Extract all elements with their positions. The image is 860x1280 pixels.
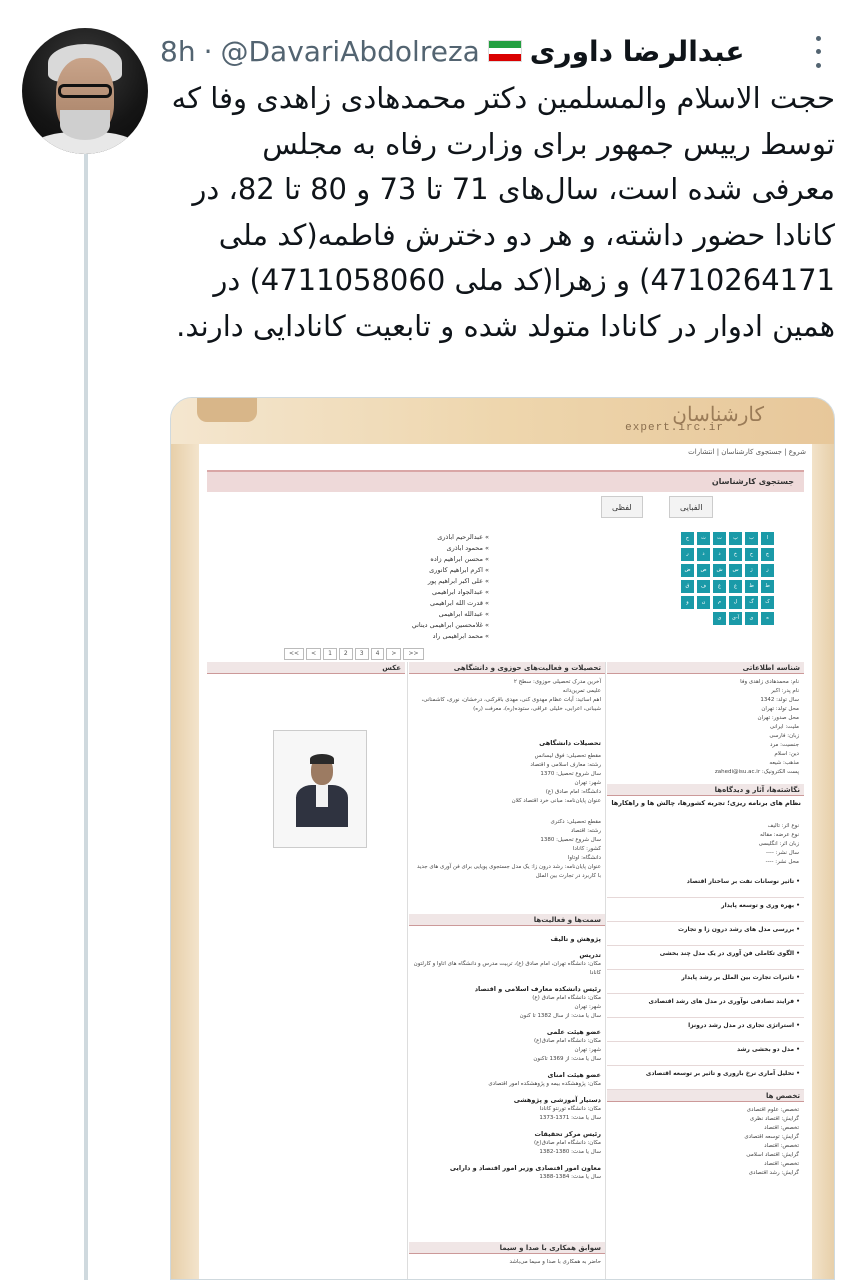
specialty-line: گرایش: رشد اقتصادی [748,1170,799,1176]
letter-key[interactable]: ح [745,548,758,561]
specialty-line: تخصص: اقتصاد [764,1161,799,1167]
letter-key[interactable]: ذ [697,548,710,561]
role-line: سال یا مدت: 1371-1373 [539,1115,601,1121]
letter-key[interactable]: د [713,548,726,561]
role-title: عضو هیئت علمی [546,1028,601,1036]
work-item[interactable]: • تاثیرات تجارت بین الملل بر رشد پایدار [607,970,804,994]
thread-line [84,150,88,1280]
education-header: تحصیلات و فعالیت‌های حوزوی و دانشگاهی [409,662,605,674]
expert-name-link[interactable]: » محمد ابراهیمی راد [432,632,489,640]
expert-name-link[interactable]: » غلامحسین ابراهیمی دیناني [411,621,489,629]
uni-title: تحصیلات دانشگاهی [539,739,601,747]
role-line: مکان: دانشگاه امام صادق(ع) [534,1038,601,1044]
pager-button[interactable]: < [306,648,321,660]
role-line: مکان: دانشگاه تورنتو کانادا [539,1106,601,1112]
roles-list [413,928,601,1182]
letter-key[interactable]: ف [697,580,710,593]
letter-key[interactable]: ت [713,532,726,545]
uni-line: سال شروع تحصیل: 1370 [540,771,601,777]
search-title-bar [207,470,804,492]
word-tab[interactable]: لفظی [601,496,643,518]
letter-key[interactable]: چ [761,548,774,561]
author-name[interactable]: عبدالرضا داوری [529,34,745,68]
letter-key[interactable]: خ [729,548,742,561]
pager-button[interactable]: 2 [339,648,353,660]
expert-name-link[interactable]: » عبدالرحیم اباذری [437,533,489,541]
work-item[interactable]: • تاثیر نوسانات نفت بر ساختار اقتصاد [607,874,804,898]
profile-columns [207,662,804,1280]
role-line: سال یا مدت: از سال 1382 تا کنون [519,1013,601,1019]
breadcrumb: شروع | جستجوی کارشناسان | انتشارات [688,448,806,456]
letter-key[interactable]: ص [697,564,710,577]
tweet-header [160,26,820,76]
letter-key[interactable]: گ [745,596,758,609]
work-item[interactable]: • تحلیل آماری نرخ باروری و تاثیر بر توسعه اقتصادی [607,1066,804,1090]
specialty-line: گرایش: توسعه اقتصادی [744,1134,799,1140]
identity-line: محل صدور: تهران [757,715,799,721]
identity-line: نام: محمدهادی زاهدی وفا [740,679,799,685]
identity-line: پست الکترونیک: zahedi@isu.ac.ir [714,769,799,775]
letter-key[interactable]: ه [761,612,774,625]
site-content [199,444,812,1280]
uni-line: شهر: تهران [574,780,601,786]
work-item[interactable]: • الگوی تکاملی فن آوری در یک مدل چند بخشی [607,946,804,970]
works-meta-line: نوع عرضه: مقاله [760,832,799,838]
photo-header: عکس [207,662,405,674]
iran-flag-icon [488,40,522,62]
site-logo: کارشناسان [672,402,764,426]
identity-line: محل تولد: تهران [761,706,799,712]
more-vertical-icon[interactable] [808,32,828,72]
identity-line: جنسیت: مرد [769,742,799,748]
roles-header: سمت‌ها و فعالیت‌ها [409,914,605,926]
uni-line: کشور: کانادا [572,846,601,852]
work-item[interactable]: • بهره وری و توسعه پایدار [607,898,804,922]
works-list [607,874,804,1090]
search-title: جستجوی کارشناسان [711,477,794,486]
specialty-line: تخصص: اقتصاد [764,1143,799,1149]
works-meta-line: زبان اثر: انگلیسی [758,841,799,847]
site-url: expert.irc.ir [625,422,724,434]
role-line: شهر: تهران [574,1004,601,1010]
letter-key[interactable]: ج [681,532,694,545]
letter-key[interactable]: ش [713,564,726,577]
letter-key[interactable]: ک [761,596,774,609]
letter-key[interactable]: و [681,596,694,609]
works-meta-line: محل نشر: ---- [765,859,799,865]
pager-button[interactable]: > [386,648,401,660]
role-line: مکان: دانشگاه امام صادق(ع) [534,1140,601,1146]
tweet-time[interactable]: 8h [160,34,196,68]
expert-name-link[interactable]: » قدرت الله ابراهیمی [430,599,489,607]
expert-name-link[interactable]: » عبدالجواد ابراهیمی [432,588,489,596]
role-line: سال یا مدت: از 1369 تاکنون [533,1056,601,1062]
specialty-header: تخصص ها [607,1090,804,1102]
site-banner [171,398,834,444]
specialty-line: گرایش: اقتصاد نظری [749,1116,799,1122]
identity-lines [611,678,799,777]
role-title: دستیار آموزشی و پژوهشی [513,1096,601,1104]
uni-line: دانشگاه: امام صادق (ع) [545,789,601,795]
expert-name-link[interactable]: » اکرم ابراهیم کانوری [429,566,489,574]
uni1-lines [413,752,601,806]
uni-line: عنوان پایان‌نامه: رشد درون زا: یک مدل جستجوی پویایی برای فن آوری های جدید با کاربرد در تجارت بین الملل [416,864,601,879]
role-title: رئیس دانشکده معارف اسلامی و اقتصاد [474,985,601,993]
role-title: رئیس مرکز تحقیقات [534,1130,601,1138]
hawza-line: آخرین مدرک تحصیلی حوزوی: سطح ۲ [513,679,601,685]
role-line: مکان: دانشگاه تهران، امام صادق (ع)، تربیت مدرس و دانشگاه های اتاوا و کارلتون کانادا [413,961,601,976]
letter-key[interactable]: ی [713,612,726,625]
works-meta-line: سال نشر: ---- [765,850,799,856]
letter-key[interactable]: ث [697,532,710,545]
specialty-line: تخصص: اقتصاد [764,1125,799,1131]
role-line: سال یا مدت: 1384-1388 [539,1174,601,1180]
uni-line: سال شروع تحصیل: 1380 [540,837,601,843]
uni-line: دانشگاه: اوتاوا [567,855,601,861]
letter-key[interactable]: ط [761,580,774,593]
hawza-line: اهم اساتید: آیات عظام مهدوی کنی، مهدی باقرکنی، درخشان، نوری، کاشمنانی، شیبانی، اعرابی، خلیلی عراقی، ستوده(ره)، معرفت (ره) [421,697,601,712]
letter-key[interactable]: ق [681,580,694,593]
role-title: عضو هیئت امنای [547,1071,601,1079]
avatar[interactable] [22,28,148,154]
letter-key[interactable]: ل [729,596,742,609]
hawza-line: علیمی تمرین‌دانه [562,688,601,694]
identity-line: سال تولد: 1342 [760,697,799,703]
pager-button[interactable]: >> [403,648,423,660]
pager-button[interactable]: 3 [355,648,369,660]
separator-dot: · [203,34,213,68]
author-handle[interactable]: @DavariAbdolreza [220,34,480,68]
work-item[interactable]: • فرایند تصادفی نوآوری در مدل های رشد اقتصادی [607,994,804,1018]
letter-key[interactable]: س [729,564,742,577]
pager-button[interactable]: 4 [371,648,385,660]
letter-key[interactable]: ژ [745,564,758,577]
specialty-line: تخصص: علوم اقتصادی [746,1107,799,1113]
letter-key[interactable]: ی [745,612,758,625]
identity-line: دین: اسلام [774,751,799,757]
letter-key[interactable]: ر [681,548,694,561]
letter-key[interactable]: غ [713,580,726,593]
works-first: نظام های برنامه ریزی؛ تجربه کشورها، چالش ها و راهکارها [611,799,801,807]
uni-line: عنوان پایان‌نامه: مبانی خرد اقتصاد کلان [511,798,601,804]
expert-name-link[interactable]: » علی اکبر ابراهیم پور [427,577,489,585]
role-title: تدریس [579,951,601,959]
specialty-line: گرایش: اقتصاد اسلامی [746,1152,799,1158]
pager [284,648,424,660]
role-title: معاون امور اقتصادی وزیر امور اقتصاد و دارایی [449,1164,601,1172]
letter-key[interactable]: پ [729,532,742,545]
identity-line: نام پدر: اکبر [771,688,799,694]
letter-key[interactable]: آ-ی [729,612,742,625]
uni-line: مقطع تحصیلی: دکتری [550,819,601,825]
specialty-lines [611,1106,799,1178]
role-line: مکان: دانشگاه امام صادق (ع) [532,995,601,1001]
expert-name-link[interactable]: » عبدالله ابراهیمی [438,610,489,618]
work-item[interactable]: • مدل دو بخشی رشد [607,1042,804,1066]
works-header: نگاشته‌ها، آثار و دیدگاه‌ها [607,784,804,796]
role-line: سال یا مدت: 1380-1382 [539,1149,601,1155]
letter-key[interactable]: ا [761,532,774,545]
letter-key[interactable]: م [713,596,726,609]
expert-name-link[interactable]: » محمود اباذری [446,544,489,552]
pager-button[interactable]: 1 [323,648,337,660]
uni-line: مقطع تحصیلی: فوق لیسانس [534,753,601,759]
identity-line: ملیت: ایرانی [769,724,799,730]
radio-header: سوابق همکاری با صدا و سیما [409,1242,605,1254]
letter-key[interactable]: ع [729,580,742,593]
works-meta-line: نوع اثر: تالیف [767,823,799,829]
letter-key[interactable]: ن [697,596,710,609]
uni-line: رشته: معارف اسلامی و اقتصاد [530,762,601,768]
identity-line: زبان: فارسی [769,733,799,739]
letter-key[interactable]: ض [681,564,694,577]
tweet-text: حجت الاسلام والمسلمین دکتر محمدهادی زاهدی وفا که توسط رییس جمهور برای وزارت رفاه به مجلس معرفی شده است، سال‌های 71 تا 73 و 80 تا 82، در کانادا حضور داشته، و هر دو دخترش فاطمه(کد ملی 4710264171) و زهرا(کد ملی 4711058060) در همین ادوار در کانادا متولد شده و تابعیت کانادایی دارند. [171,81,835,343]
alphabet-tab[interactable]: الفبایی [669,496,713,518]
role-title: پژوهش و تالیف [550,935,601,943]
identity-header: شناسه اطلاعاتی [607,662,804,674]
names-list [299,532,489,642]
uni-line: رشته: اقتصاد [570,828,601,834]
tweet-media-image[interactable] [170,397,835,1280]
letter-key[interactable]: ز [761,564,774,577]
identity-line: مذهب: شیعه [769,760,799,766]
profile-photo [273,730,367,848]
hawza-lines [413,678,601,714]
works-meta [611,822,799,867]
expert-name-link[interactable]: » محسن ابراهیم زاده [430,555,489,563]
work-item[interactable]: • استراتژی تجاری در مدل رشد درونزا [607,1018,804,1042]
pager-button[interactable]: << [284,648,304,660]
uni2-lines [413,818,601,881]
role-line: شهر: تهران [574,1047,601,1053]
work-item[interactable]: • بررسی مدل های رشد درون زا و تجارت [607,922,804,946]
radio-line: حاضر به همکاری با صدا و سیما می‌باشد [509,1259,601,1265]
role-line: مکان: پژوهشکده بیمه و پژوهشکده امور اقتصادی [488,1081,601,1087]
letter-key[interactable]: ظ [745,580,758,593]
letter-key[interactable]: ب [745,532,758,545]
